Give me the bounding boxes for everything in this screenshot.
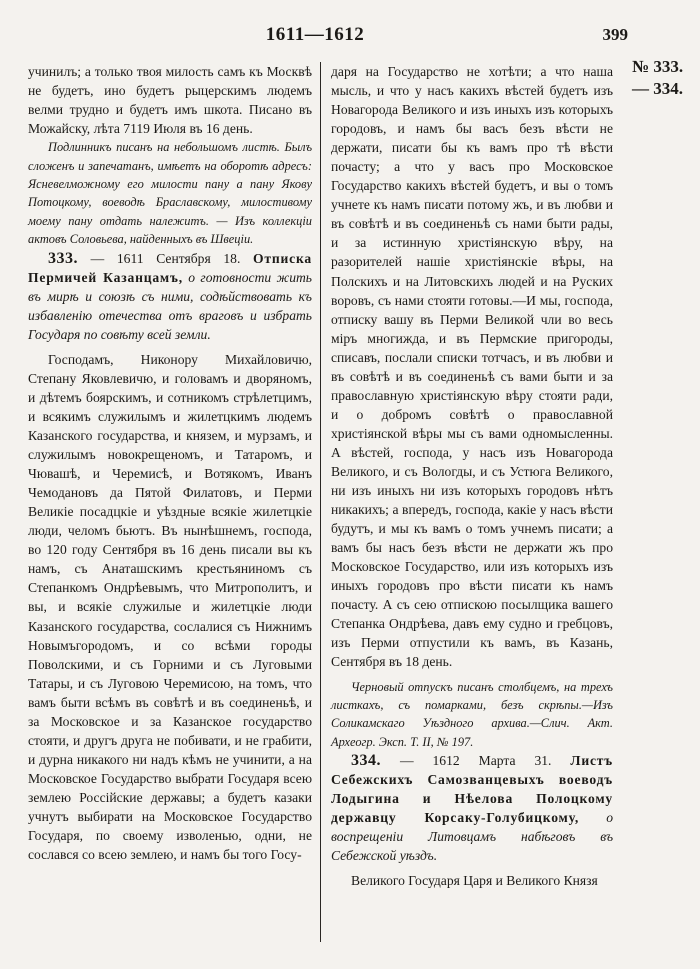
entry-333-body-cont: даря на Государство не хотѣти; а что наша мысль, и что у насъ какихъ вѣстей будетъ изъ Новагорода Великого и изъ иныхъ изъ которыхъ городовъ, и намъ бы васъ безъ вѣсти не держати, писати бы къ вамъ про тѣ вѣсти почасту; а что у васъ про Московское Государство какихъ вѣстей будетъ, и вы о томъ учнете къ намъ писати потому жъ, и въ любви и въ совѣтѣ и въ соединеньѣ съ нами быти рады, и за истинную христіянскую вѣру, на разорителей нашіе христіянскіе вѣры, на Полскихъ и на Литовскихъ людей и на Руских воровъ, съ нами стояти готовы.—И мы, господа, отписку вашу въ Перми Великой чли во весь міръ многижда, и въ Пермские пригороды, списавъ, послали списки тотчасъ, и въ любви и въ совѣтѣ и въ соединеньѣ съ вами быти и за православную христіянскую вѣру стояти ради, и о добромъ совѣтѣ о православной христіянской вѣры мы съ вами одномысленны. А вѣстей, господа, у насъ изъ Новагорода Великого, и съ Вологды, и съ Устюга Великого, ни изъ иныхъ ни изъ которыхъ городовъ нѣтъ никакихъ; а впередъ, господа, какіе у насъ вѣсти будутъ, и мы къ вамъ о томъ учнемъ писати; а вамъ бы насъ безъ вѣсти не держати жъ про Московское Государство, или изъ которыхъ изъ иныхъ городовъ про вѣсти писати къ намъ почасту. А съ сею отпискою посылщика вашего Степанка Ондрѣева, давъ ему судно и гребцовъ, изъ Перми отпустили къ вамъ, въ Казань, Сентября въ 18 день.	[331, 64, 613, 670]
source-note-333: Черновый отпускъ писанъ столбцемъ, на трехъ листкахъ, съ помарками, безъ скрѣпы.—Изъ Соликамскаго Уѣздного архива.—Слич. Акт. Археогр. Эксп. Т. II, № 197.	[331, 679, 613, 749]
entry-dateline: — 1611 Сентября 18.	[90, 250, 241, 266]
entry-number: 333.	[48, 249, 78, 267]
page-number: 399	[602, 25, 628, 44]
page-title: 1611—1612	[265, 24, 365, 45]
left-column	[28, 62, 312, 864]
right-column	[331, 62, 613, 890]
entry-summary: о воспрещеніи Литовцамъ набѣговъ въ Себежской уѣздъ.	[331, 810, 613, 864]
entry-333-body: Господамъ, Никонору Михайловичю, Степану Яковлевичю, и головамъ и дворяномъ, и дѣтемъ боярскимъ, и сотникомъ стрѣлетцимъ, и всякимъ служилымъ и жилетцкимъ людемъ Казанского государства, и князем, и мурзамъ, и служилымъ новокрещеномъ, и Татаромъ, и Чювашѣ, и Черемисѣ, и Вотякомъ, Иванъ Чемодановъ да Пятой Филатовъ, и Перми Великіе посадцкіе и уѣздные всякіе жилетцкіе люди, челомъ бьютъ. Въ нынѣшнемъ, господа, во 120 году Сентября въ 16 день писали вы къ намъ, съ Анаташскимъ крестьяниномъ съ Степанкомъ Ондрѣевымъ, что Митрополитъ, и вы, и всякіе служилые и жилетцкіе люди Казанского государства, сослалися съ Нижнимъ Новымъгородомъ, и со всѣми городы Поволскими, и съ Горними и съ Луговыми Татары, и съ Луговою Черемисою, на томъ, что вамъ быти всѣмъ въ совѣтѣ и въ соединеньѣ, и за Московское и за Казанское государство стояти, и другъ друга не побивати, и не грабити, и дурна никакого ни надъ кѣмъ не учинити, а на Московское Государство выбрати Государя всею землею Россійские державы; а будетъ казаки учнутъ выбирати на Московское Государство Государя, по своему изволенью, одни, не сослався со всею землею, и намъ бы того Госу-	[28, 351, 312, 863]
margin-ref-333: № 333.	[632, 57, 684, 76]
continuation-text: учинилъ; а только твоя милость самъ къ Москвѣ не будетъ, ино будетъ рыцерскимъ людемъ велми трудно и будетъ имъ шкота. Писано въ Можайску, лѣта 7119 Июля въ 16 день.	[28, 64, 312, 137]
margin-ref-334: — 334.	[632, 79, 683, 98]
entry-title: Листъ Себежскихъ Самозванцевыхъ воеводъ Лодыгина и Нѣелова Полоцкому державцу Корсаку-Голубицкому,	[331, 753, 613, 826]
margin-document-refs	[632, 56, 692, 100]
entry-334-heading	[331, 751, 613, 865]
entry-334-body: Великого Государя Царя и Великого Князя	[351, 873, 598, 889]
entry-number: 334.	[351, 752, 381, 770]
entry-dateline: — 1612 Марта 31.	[399, 753, 552, 769]
entry-title: Отписка Пермичей Казанцамъ,	[28, 250, 312, 285]
source-note-prev: Подлинникъ писанъ на небольшомъ листѣ. Былъ сложенъ и запечатанъ, имѣетъ на оборотѣ адресъ: Ясневелможному его милости пану а пану Якову Потоцкому, воеводѣ Браславскому, милостивому моему пану отдать належитъ. — Изъ коллекціи актовъ Соловьева, найденныхъ въ Швеціи.	[28, 140, 312, 247]
column-divider	[320, 62, 321, 942]
entry-333-heading	[28, 249, 312, 344]
page-header	[30, 24, 628, 46]
entry-summary: о готовности жить въ мирѣ и союзѣ съ ними, содѣйствовать къ избавленію отечества отъ враговъ и избрать Государя по совѣту всей земли.	[28, 269, 312, 342]
